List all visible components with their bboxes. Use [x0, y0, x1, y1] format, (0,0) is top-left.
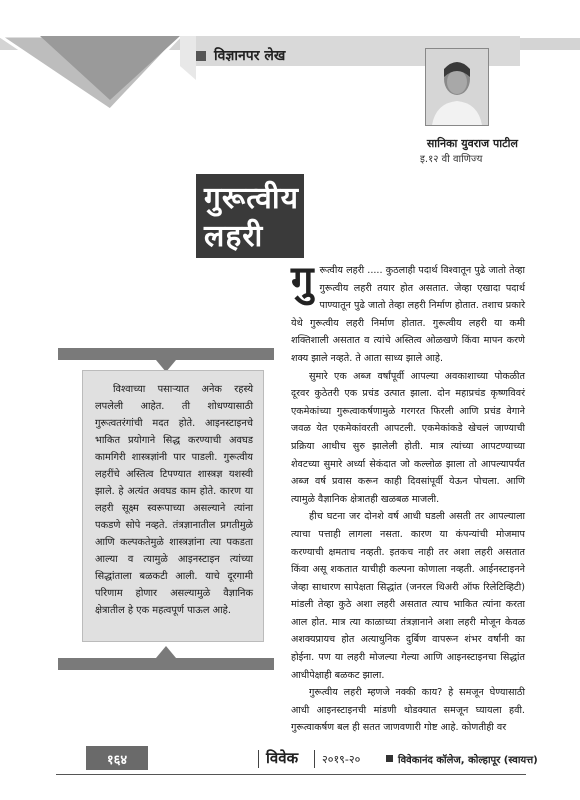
article-paragraph: हीच घटना जर दोनशे वर्ष आधी घडली असती तर आपल्याला त्याचा पत्ताही लागला नसता. कारण या कंपन्यांची मोजमाप करण्याची क्षमताच नव्हती. इतकच नाही तर अशा लहरी असतात किंवा असू शकतात याचीही कल्पना कोणाला नव्हती. आईनस्टाइनने जेव्हा साधारण सापेक्षता सिद्धांत (जनरल थिअरी ऑफ रिलेटिव्हिटी) मांडली तेव्हा कुठे अशा लहरी असतात त्याच भाकित त्यांना करता आल होत. मात्र त्या काळाच्या तंत्रज्ञानाने अशा लहरी मोजून केवळ अशक्यप्रायच होत अत्याधुनिक दुर्बिण वापरून शंभर वर्षांनी का होईना. पण या लहरी मोजल्या गेल्या आणि आइनस्टाइनचा सिद्धांत आधीपेक्षाही बळकट झाला. [291, 511, 525, 681]
article-paragraph [291, 258, 525, 368]
author-class: इ.१२ वी वाणिज्य [420, 154, 483, 165]
paragraph-text: रूत्वीय लहरी ..... कुठलाही पदार्थ विश्वातून पुढे जातो तेव्हा गुरूत्वीय लहरी तयार होत असतात. जेव्हा एखादा पदार्थ पाण्यातून पुढे जातो तेव्हा लहरी निर्माण होतात. तशाच प्रकारे येथे गुरूत्वीय लहरी निर्माण होतात. गुरूत्वीय लहरी या कमी शक्तिशाली असतात व त्यांचे अस्तित्व ओळखणे किंवा मापन करणे शक्य झाले नव्हते. ते आता साध्य झाले आहे. [291, 265, 525, 364]
article-title-line-1: गुरूत्वीय [204, 181, 299, 216]
footer-separator [314, 750, 315, 768]
magazine-name: विवेक [266, 749, 299, 767]
author-photo [425, 48, 489, 126]
footer-rule [56, 774, 526, 775]
article-body [291, 258, 525, 737]
sidebar-box [82, 370, 264, 642]
sidebar-text: विश्वाच्या पसाऱ्यात अनेक रहस्ये लपलेली आहेत. ती शोधण्यासाठी गुरूत्वतरंगांची मदत होते. आइनस्टाइनचे भाकित प्रयोगाने सिद्ध करण्याची अवघड कामगिरी शास्त्रज्ञांनी पार पाडली. गुरूत्वीय लहरींचे अस्तित्व टिपण्यात शास्त्रज्ञ यशस्वी झाले. हे अत्यंत अवघड काम होते. कारण या लहरी सूक्ष्म स्वरूपाच्या असल्याने त्यांना पकडणे सोपे नव्हते. तंत्रज्ञानातील प्रगतीमुळे आणि कल्पकतेमुळे शास्त्रज्ञांना त्या पकडता आल्या व त्यामुळे आइनस्टाइन त्यांच्या सिद्धांताला बळकटी आली. याचे दूरगामी परिणाम होणार असल्यामुळे वैज्ञानिक क्षेत्रातील हे एक महत्वपूर्ण पाऊल आहे. [95, 384, 253, 616]
college-name: विवेकानंद कॉलेज, कोल्हापूर (स्वायत्त) [398, 755, 538, 766]
footer-separator [258, 750, 259, 768]
author-name: सानिका युवराज पाटील [426, 137, 518, 150]
article-title-line-2: लहरी [204, 219, 264, 254]
magazine-year: २०१९-२० [322, 753, 361, 766]
section-label: विज्ञानपर लेख [214, 48, 286, 64]
page-number: १६४ [106, 753, 128, 768]
square-bullet-icon [196, 51, 206, 61]
square-bullet-icon [386, 755, 393, 762]
article-paragraph: गुरूत्वीय लहरी म्हणजे नक्की काय? हे समजून घेण्यासाठी आधी आइनस्टाइनची मांडणी थोडक्यात समजून घ्यायला हवी. गुरूत्वाकर्षण बल ही सतत जाणवणारी गोष्ट आहे. कोणतीही वर [291, 687, 525, 734]
portrait-icon [426, 49, 488, 125]
article-paragraph: सुमारे एक अब्ज वर्षांपूर्वी आपल्या अवकाशाच्या पोकळीत दूरवर कुठेतरी एक प्रचंड उत्पात झाला. दोन महाप्रचंड कृष्णविवरं एकमेकांच्या गुरूत्वाकर्षणामुळे गरगरत फिरली आणि प्रचंड वेगाने जवळ येत एकमेकांवरती आपटली. एकमेकांकडे खेचलं जाण्याची प्रक्रिया आधीच सुरु झालेली होती. मात्र त्यांच्या आपटण्याच्या शेवटच्या सुमारे अर्ध्या सेकंदात जो कल्लोळ झाला तो आपल्यापर्यंत अब्ज वर्ष प्रवास करून काही दिवसांपूर्वी येऊन पोचला. आणि त्यामुळे वैज्ञानिक क्षेत्रातही खळबळ माजली. [291, 370, 525, 505]
drop-cap: गु [291, 258, 314, 304]
section-tag [196, 46, 285, 65]
header-decoration [0, 0, 580, 120]
